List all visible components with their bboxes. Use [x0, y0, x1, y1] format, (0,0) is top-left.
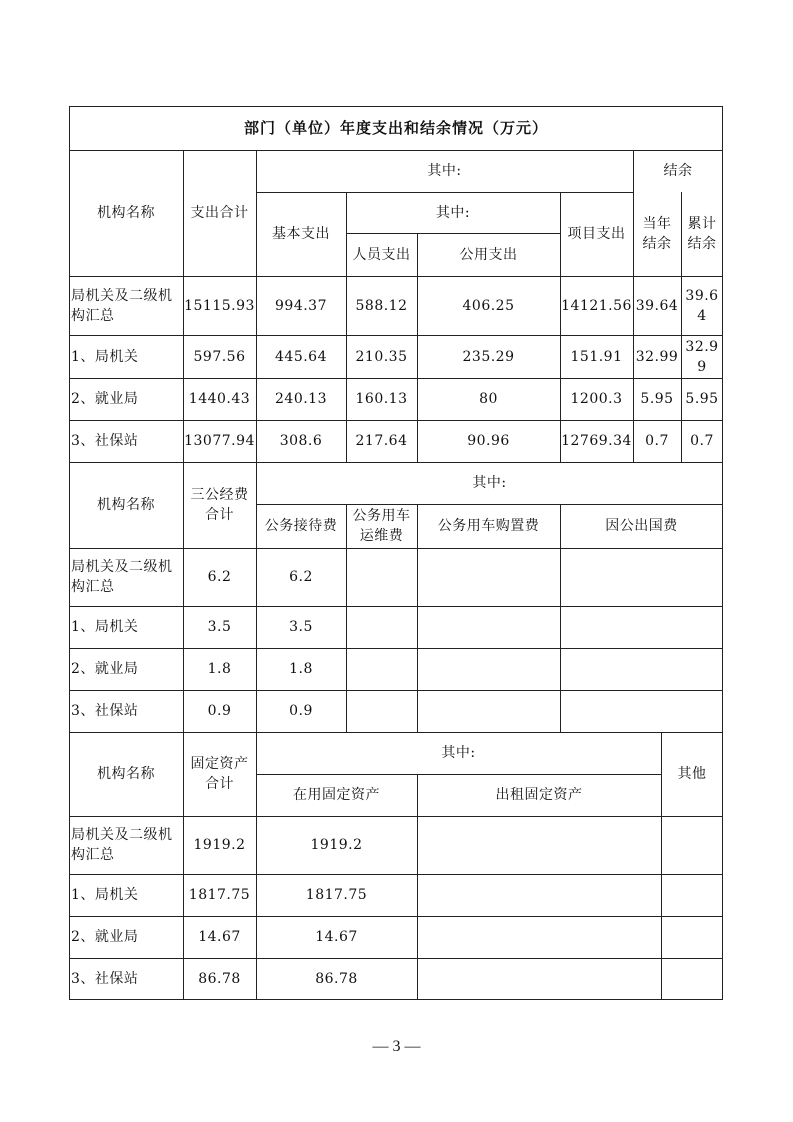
s2-row2-name: 1、局机关	[71, 619, 139, 635]
s3-row1-in-use: 1919.2	[310, 837, 363, 853]
s1-row4-name: 3、社保站	[71, 433, 139, 449]
header2-of-which: 其中:	[472, 475, 507, 491]
s2-row1-reception: 6.2	[289, 569, 313, 585]
s1-row1-cumulative: 39.64	[685, 287, 719, 324]
s1-row4-current: 0.7	[645, 433, 669, 449]
s1-row2-current: 32.99	[635, 348, 679, 365]
header-cumulative-surplus: 累计结余	[687, 216, 717, 252]
header-of-which-basic: 其中:	[435, 204, 471, 221]
s1-row2-total: 597.56	[193, 348, 246, 365]
s3-row3-name: 2、就业局	[71, 929, 139, 945]
s1-row2-name: 1、局机关	[71, 348, 139, 365]
s1-row1-project: 14121.56	[561, 297, 632, 314]
header2-reception: 公务接待费	[264, 518, 338, 534]
s1-row2-cumulative: 32.99	[685, 338, 719, 375]
header2-vehicle-purchase: 公务用车购置费	[437, 518, 540, 534]
s3-row4-name: 3、社保站	[71, 971, 139, 987]
header-total-expenditure: 支出合计	[190, 205, 249, 221]
s1-row1-total: 15115.93	[184, 297, 255, 314]
s3-row3-total: 14.67	[198, 929, 241, 945]
s2-row4-reception: 0.9	[289, 703, 313, 719]
header3-rented-assets: 出租固定资产	[495, 787, 583, 803]
s1-row2-basic: 445.64	[275, 348, 327, 365]
s2-row3-reception: 1.8	[289, 661, 313, 677]
header3-of-which: 其中:	[441, 745, 476, 761]
s1-row4-personnel: 217.64	[355, 433, 408, 449]
header2-overseas: 因公出国费	[605, 518, 678, 534]
s1-row3-name: 2、就业局	[71, 391, 139, 407]
table-title: 部门（单位）年度支出和结余情况（万元）	[243, 119, 548, 137]
s2-row2-total: 3.5	[207, 619, 232, 635]
s1-row2-public: 235.29	[462, 348, 515, 365]
header-project-expenditure: 项目支出	[567, 226, 626, 242]
header-current-year-surplus: 当年结余	[642, 216, 672, 252]
header-personnel-expenditure: 人员支出	[352, 246, 411, 263]
header3-org-name: 机构名称	[97, 766, 155, 782]
s3-row2-name: 1、局机关	[71, 887, 139, 903]
s1-row4-cumulative: 0.7	[690, 433, 714, 449]
header-of-which: 其中:	[427, 163, 462, 179]
s1-row1-basic: 994.37	[275, 297, 327, 314]
header2-org-name: 机构名称	[97, 497, 155, 513]
s1-row3-current: 5.95	[640, 391, 674, 407]
header-surplus: 结余	[663, 163, 693, 179]
s1-row4-basic: 308.6	[279, 433, 323, 449]
s1-row1-name: 局机关及二级机构汇总	[71, 287, 173, 324]
s2-row3-name: 2、就业局	[71, 661, 139, 677]
s1-row2-personnel: 210.35	[355, 348, 408, 365]
s1-row3-basic: 240.13	[275, 391, 327, 407]
s3-row1-total: 1919.2	[193, 837, 246, 853]
s3-row2-total: 1817.75	[188, 887, 251, 903]
header-org-name: 机构名称	[97, 205, 155, 221]
s2-row1-name: 局机关及二级机构汇总	[71, 559, 173, 595]
header3-other: 其他	[677, 766, 707, 782]
s1-row3-personnel: 160.13	[355, 391, 408, 407]
header2-vehicle-ops: 公务用车运维费	[352, 508, 411, 544]
header2-three-public-total: 三公经费合计	[190, 487, 249, 523]
s2-row4-total: 0.9	[207, 703, 232, 719]
header3-fixed-assets-total: 固定资产合计	[190, 756, 249, 792]
s1-row4-public: 90.96	[467, 433, 510, 449]
header3-in-use-assets: 在用固定资产	[293, 787, 380, 803]
s1-row4-project: 12769.34	[561, 433, 632, 449]
page-number: — 3 —	[372, 1038, 421, 1055]
s2-row4-name: 3、社保站	[71, 703, 139, 719]
s1-row2-project: 151.91	[570, 348, 623, 365]
s1-row3-public: 80	[479, 391, 498, 407]
s3-row3-in-use: 14.67	[315, 929, 358, 945]
s1-row1-personnel: 588.12	[355, 297, 408, 314]
s1-row1-public: 406.25	[462, 297, 515, 314]
s1-row3-total: 1440.43	[188, 391, 251, 407]
s3-row2-in-use: 1817.75	[305, 887, 368, 903]
s3-row1-name: 局机关及二级机构汇总	[71, 827, 173, 863]
header-basic-expenditure: 基本支出	[272, 226, 330, 242]
s1-row3-cumulative: 5.95	[685, 391, 719, 407]
header-public-expenditure: 公用支出	[459, 246, 518, 263]
s2-row3-total: 1.8	[207, 661, 232, 677]
s3-row4-total: 86.78	[198, 971, 241, 987]
s1-row4-total: 13077.94	[184, 433, 255, 449]
s1-row3-project: 1200.3	[570, 391, 623, 407]
s1-row1-current: 39.64	[635, 297, 679, 314]
s2-row2-reception: 3.5	[289, 619, 313, 635]
s2-row1-total: 6.2	[207, 569, 232, 585]
s3-row4-in-use: 86.78	[315, 971, 358, 987]
